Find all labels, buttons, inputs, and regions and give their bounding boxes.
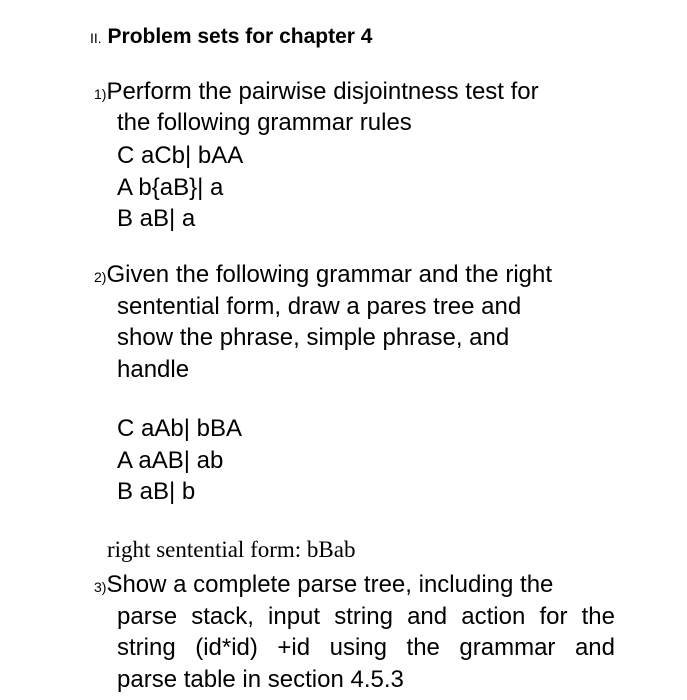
question-2-line-1: 2)Given the following grammar and the right	[94, 261, 553, 288]
question-3-line: string (id*id) +id using the grammar and	[117, 634, 615, 661]
question-2-rule: A aAB| ab	[117, 447, 224, 474]
question-1-rule: A b{aB}| a	[117, 174, 224, 201]
question-1-rule: C aCb| bAA	[117, 142, 244, 169]
question-3-line-1: 3)Show a complete parse tree, including the	[94, 571, 554, 598]
sentential-form: right sentential form: bBab	[107, 537, 356, 562]
section-heading	[90, 24, 372, 51]
question-2-number: 2)	[94, 269, 107, 285]
section-title: Problem sets for chapter 4	[107, 25, 373, 48]
question-1-rule: B aB| a	[117, 205, 196, 232]
question-3-last-line: parse table in section 4.5.3	[117, 666, 404, 693]
question-2-line: sentential form, draw a pares tree and	[117, 293, 522, 320]
question-1-number: 1)	[94, 86, 107, 102]
question-2-line: handle	[117, 356, 190, 383]
question-1-line-1: 1)Perform the pairwise disjointness test for	[94, 78, 539, 105]
question-3-number: 3)	[94, 579, 107, 595]
question-2-rule: B aB| b	[117, 478, 196, 505]
question-3-line: parse stack, input string and action for the	[117, 603, 615, 630]
question-2-line: show the phrase, simple phrase, and	[117, 324, 510, 351]
question-1-line-2: the following grammar rules	[117, 109, 412, 136]
question-2-rule: C aAb| bBA	[117, 415, 242, 442]
section-number: II.	[90, 30, 102, 46]
